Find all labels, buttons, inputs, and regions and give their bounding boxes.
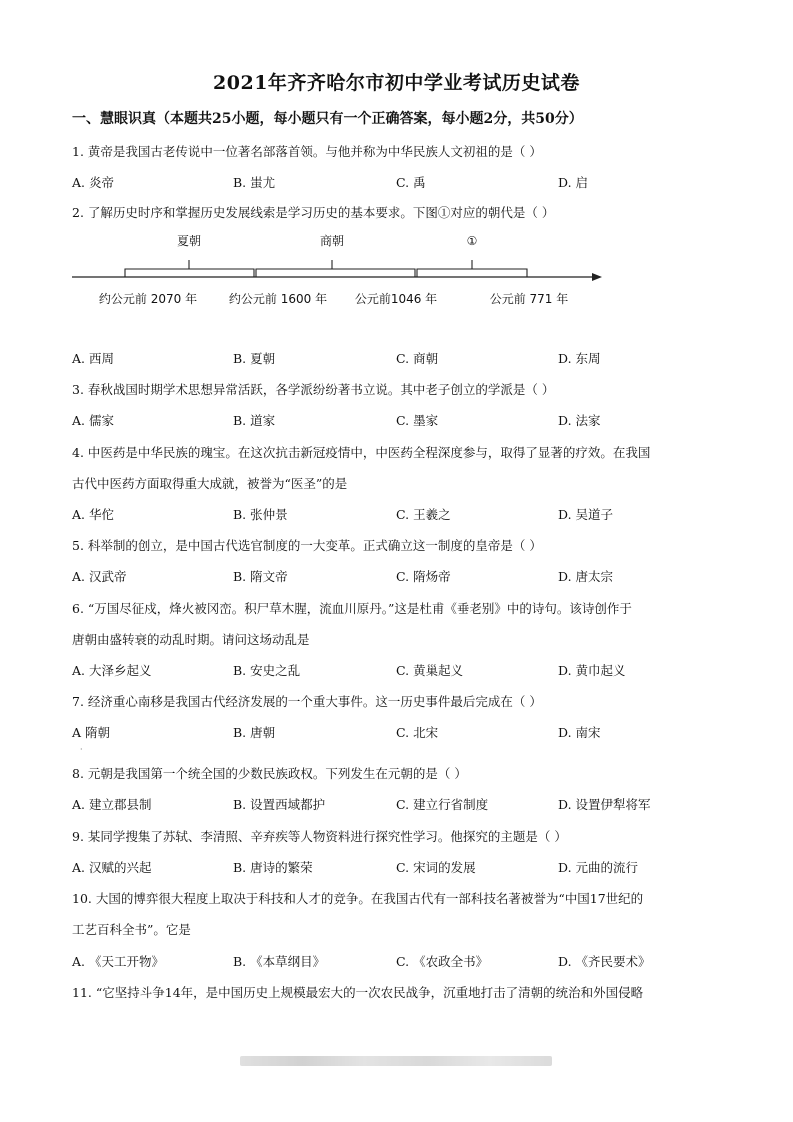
question-1-text: 1. 黄帝是我国古老传说中一位著名部落首领。与他并称为中华民族人文初祖的是（ ） [72,144,542,159]
option-a: A. 汉赋的兴起 [72,860,152,875]
option-a: A. 儒家 [72,413,114,428]
question-10-text-cont: 工艺百科全书”。它是 [72,922,191,937]
option-b: B. 隋文帝 [233,569,288,584]
option-b: B. 蚩尤 [233,175,276,190]
option-a: A 隋朝 [72,725,111,740]
question-7-text: 7. 经济重心南移是我国古代经济发展的一个重大事件。这一历史事件最后完成在（ ） [72,694,542,709]
question-9-options [72,858,732,878]
question-2-options [72,349,732,369]
question-6-text: 6. “万国尽征戍，烽火被冈峦。积尸草木腥，流血川原丹。”这是杜甫《垂老别》中的诗句。该诗创作于 [72,601,632,616]
question-1-options [72,173,732,193]
dynasty-label-unknown: ① [466,234,478,248]
option-b: B. 设置西域都护 [233,797,326,812]
option-d: D. 南宋 [558,725,601,740]
option-a: A. 《天工开物》 [72,954,164,969]
option-d: D. 黄巾起义 [558,663,626,678]
option-d: D. 启 [558,175,589,190]
option-b: B. 安史之乱 [233,663,301,678]
date-label-1600: 约公元前 1600 年 [228,292,328,306]
timeline-figure [72,228,612,318]
question-5-options [72,567,732,587]
option-c: C. 黄巢起义 [396,663,464,678]
option-a: A. 西周 [72,351,114,366]
question-2-text: 2. 了解历史时序和掌握历史发展线索是学习历史的基本要求。下图①对应的朝代是（ ） [72,205,555,220]
option-a: A. 大泽乡起义 [72,663,152,678]
option-b: B. 唐朝 [233,725,276,740]
question-6-text-cont: 唐朝由盛转衰的动乱时期。请问这场动乱是 [72,632,310,647]
option-d: D. 东周 [558,351,601,366]
option-d: D. 元曲的流行 [558,860,639,875]
question-11-text: 11. “它坚持斗争14年，是中国历史上规模最宏大的一次农民战争，沉重地打击了清朝的统治和外国侵略 [72,985,644,1000]
question-3-options [72,411,732,431]
option-b: B. 夏朝 [233,351,276,366]
option-c: C. 建立行省制度 [396,797,489,812]
question-4-text: 4. 中医药是中华民族的瑰宝。在这次抗击新冠疫情中，中医药全程深度参与，取得了显著的疗效。在我国 [72,445,651,460]
question-8-options [72,795,732,815]
question-4-options [72,505,732,525]
option-c: C. 北宋 [396,725,439,740]
option-a: A. 建立郡县制 [72,797,152,812]
option-d: D. 吴道子 [558,507,614,522]
option-c: C. 禹 [396,175,426,190]
dynasty-label-shang: 商朝 [319,234,345,248]
option-b: B. 张仲景 [233,507,288,522]
question-10-text: 10. 大国的博弈很大程度上取决于科技和人才的竞争。在我国古代有一部科技名著被誉为“中国17世纪的 [72,891,644,906]
option-d: D. 法家 [558,413,601,428]
option-c: C. 宋词的发展 [396,860,476,875]
option-b: B. 道家 [233,413,276,428]
footer-watermark [240,1056,552,1066]
page-title: 2021年齐齐哈尔市初中学业考试历史试卷 [213,72,580,94]
date-label-771: 公元前 771 年 [489,292,569,306]
section-heading: 一、慧眼识真（本题共25小题，每小题只有一个正确答案，每小题2分，共50分） [72,111,583,127]
stray-mark: · [80,745,83,754]
question-4-text-cont: 古代中医药方面取得重大成就，被誉为“医圣”的是 [72,476,348,491]
option-c: C. 王羲之 [396,507,451,522]
question-9-text: 9. 某同学搜集了苏轼、李清照、辛弃疾等人物资料进行探究性学习。他探究的主题是（ ） [72,829,567,844]
question-8-text: 8. 元朝是我国第一个统全国的少数民族政权。下列发生在元朝的是（ ） [72,766,467,781]
option-b: B. 唐诗的繁荣 [233,860,313,875]
question-6-options [72,661,732,681]
dynasty-label-xia: 夏朝 [176,234,202,248]
option-b: B. 《本草纲目》 [233,954,326,969]
question-3-text: 3. 春秋战国时期学术思想异常活跃，各学派纷纷著书立说。其中老子创立的学派是（ ） [72,382,555,397]
option-d: D. 《齐民要术》 [558,954,651,969]
option-c: C. 墨家 [396,413,439,428]
option-a: A. 华佗 [72,507,114,522]
question-7-options [72,723,732,743]
option-c: C. 隋炀帝 [396,569,451,584]
option-a: A. 汉武帝 [72,569,127,584]
question-10-options [72,952,732,972]
date-label-2070: 约公元前 2070 年 [98,292,198,306]
question-5-text: 5. 科举制的创立，是中国古代选官制度的一大变革。正式确立这一制度的皇帝是（ ） [72,538,542,553]
option-d: D. 唐太宗 [558,569,614,584]
option-a: A. 炎帝 [72,175,114,190]
option-d: D. 设置伊犁将军 [558,797,651,812]
option-c: C. 商朝 [396,351,439,366]
option-c: C. 《农政全书》 [396,954,489,969]
date-label-1046: 公元前1046 年 [354,292,438,306]
